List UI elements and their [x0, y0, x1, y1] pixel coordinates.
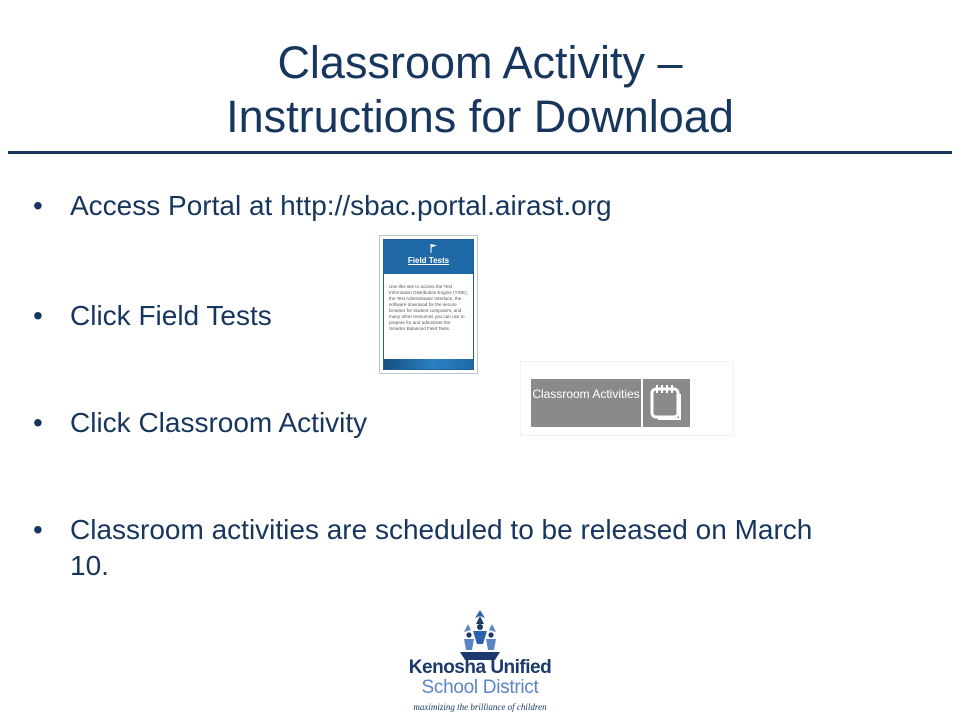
- field-tests-footer-bar: [384, 359, 473, 369]
- bullet-text: Click Field Tests: [70, 300, 272, 331]
- logo-tagline: maximizing the brilliance of children: [413, 702, 547, 712]
- bullet-click-classroom-activity: [33, 405, 513, 441]
- bullet-marker: •: [33, 514, 43, 545]
- slide-title: [0, 36, 960, 144]
- classroom-activities-button[interactable]: Classroom Activities: [531, 379, 641, 427]
- field-tests-panel-image: [379, 235, 478, 374]
- bullet-text: Access Portal at http://sbac.portal.airast.org: [70, 190, 612, 221]
- classroom-activities-button-image: [521, 362, 733, 435]
- bullet-marker: •: [33, 190, 43, 221]
- field-tests-card[interactable]: [383, 239, 474, 370]
- field-tests-description: Use this site to access the Test Information Distribution Engine (TIDE), the Test Administrator Interface, the software download for the secure browser for student computers, and many other resources you can use to prepare for and administer the Smarter Balanced Field Tests.: [389, 284, 468, 331]
- torch-figures-icon: [457, 610, 503, 662]
- flag-icon: [429, 243, 439, 253]
- field-tests-header: [384, 240, 473, 274]
- bullet-click-field-tests: [33, 298, 433, 334]
- logo-name-line-2: School District: [421, 677, 539, 698]
- bullet-text: Classroom activities are scheduled to be released on March 10.: [70, 514, 813, 581]
- notepad-icon: [649, 383, 683, 421]
- title-line-1: Classroom Activity –: [277, 37, 683, 88]
- title-underline: [8, 151, 952, 154]
- bullet-marker: •: [33, 300, 43, 331]
- field-tests-link[interactable]: Field Tests: [407, 256, 450, 265]
- bullet-text: Click Classroom Activity: [70, 407, 368, 438]
- bullet-access-portal: [33, 188, 833, 224]
- logo-name-line-1: Kenosha Unified: [408, 657, 552, 678]
- classroom-activities-icon-button[interactable]: [643, 379, 690, 427]
- title-line-2: Instructions for Download: [226, 91, 734, 142]
- bullet-marker: •: [33, 407, 43, 438]
- bullet-release-date: [33, 512, 813, 584]
- kenosha-unified-logo: [395, 610, 565, 716]
